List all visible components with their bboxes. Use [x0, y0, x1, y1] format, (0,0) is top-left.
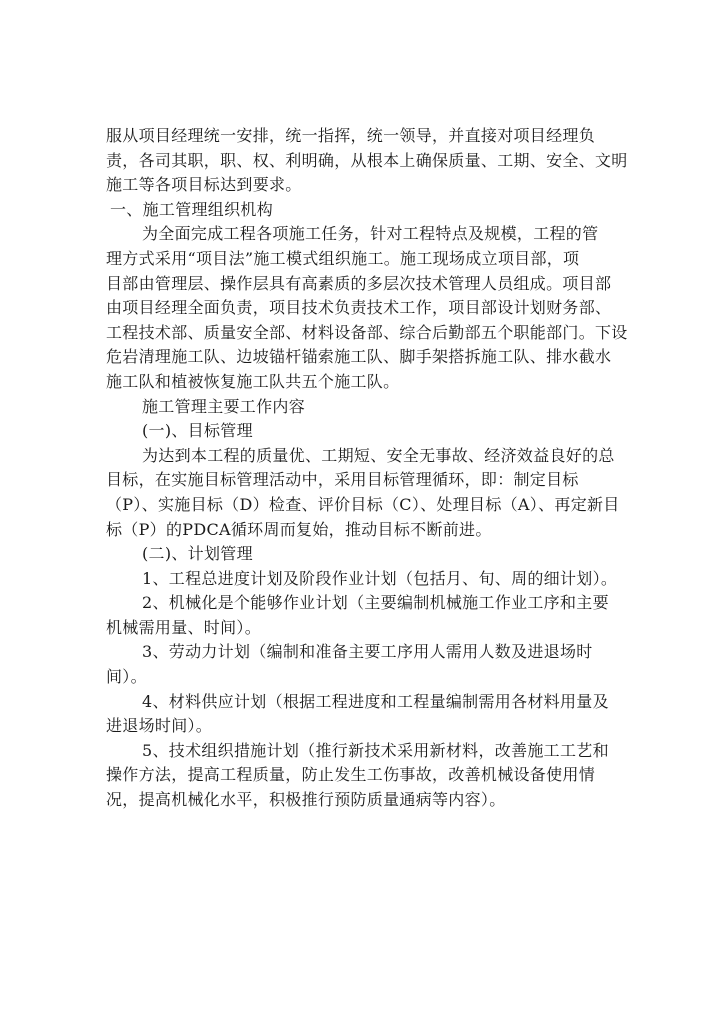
text-line: 理方式采用“项目法”施工模式组织施工。施工现场成立项目部，项	[106, 248, 580, 268]
text-line: 目标，在实施目标管理活动中，采用目标管理循环，即：制定目标	[106, 470, 579, 490]
text-line: 间）。	[106, 667, 147, 687]
text-line: 危岩清理施工队、边坡锚杆锚索施工队、脚手架搭拆施工队、排水截水	[106, 347, 612, 367]
text-line: 由项目经理全面负责，项目技术负责技术工作，项目部设计划财务部、	[106, 298, 612, 318]
document-page	[106, 124, 626, 813]
section-heading: 一、施工管理组织机构	[110, 199, 274, 219]
text-line: 为全面完成工程各项施工任务，针对工程特点及规模，工程的管	[142, 224, 599, 244]
text-line: 为达到本工程的质量优、工期短、安全无事故、经济效益良好的总	[142, 445, 615, 465]
text-line: 施工等各项目标达到要求。	[106, 175, 302, 195]
text-line: 况，提高机械化水平，积极推行预防质量通病等内容）。	[106, 790, 506, 810]
text-line: 施工队和植被恢复施工队共五个施工队。	[106, 371, 400, 391]
text-line: 进退场时间）。	[106, 716, 213, 736]
text-line: 标（P）的PDCA循环周而复始，推动目标不断前进。	[106, 519, 492, 539]
text-line: （P）、实施目标（D）检查、评价目标（C）、处理目标（A）、再定新目	[106, 494, 620, 514]
subsection-heading: (一)、目标管理	[142, 421, 253, 441]
text-line: 机械需用量、时间）。	[106, 617, 262, 637]
list-item: 2、机械化是个能够作业计划（主要编制机械施工作业工序和主要	[142, 593, 609, 613]
text-line: 服从项目经理统一安排，统一指挥，统一领导，并直接对项目经理负	[106, 126, 596, 145]
list-item: 5、技术组织措施计划（推行新技术采用新材料，改善施工工艺和	[142, 740, 609, 760]
list-item: 4、材料供应计划（根据工程进度和工程量编制需用各材料用量及	[142, 691, 609, 711]
subsection-heading: (二)、计划管理	[142, 544, 253, 564]
list-item: 3、劳动力计划（编制和准备主要工序用人需用人数及进退场时	[142, 642, 593, 662]
text-line: 操作方法，提高工程质量，防止发生工伤事故，改善机械设备使用情	[106, 765, 596, 785]
text-line: 工程技术部、质量安全部、材料设备部、综合后勤部五个职能部门。下设	[106, 322, 628, 342]
text-line: 责，各司其职，职、权、利明确，从根本上确保质量、工期、安全、文明	[106, 150, 628, 170]
list-item: 1、工程总进度计划及阶段作业计划（包括月、旬、周的细计划）。	[142, 568, 618, 588]
text-line: 目部由管理层、操作层具有高素质的多层次技术管理人员组成。项目部	[106, 273, 612, 293]
subsection-heading: 施工管理主要工作内容	[142, 396, 306, 416]
